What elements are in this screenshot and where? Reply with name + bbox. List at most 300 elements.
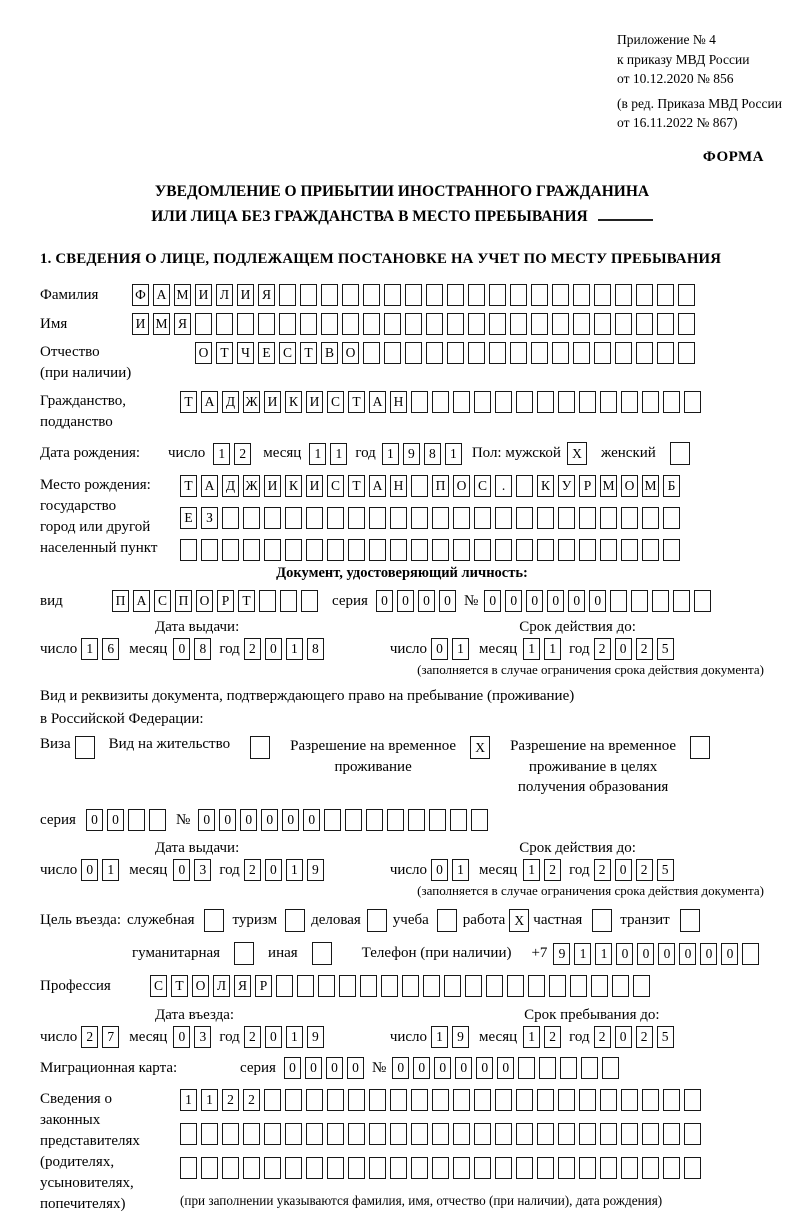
char-box[interactable] — [408, 809, 425, 831]
char-box[interactable]: 5 — [657, 1026, 674, 1048]
char-box[interactable] — [405, 284, 422, 306]
char-box[interactable] — [285, 539, 302, 561]
char-box[interactable]: 1 — [102, 859, 119, 881]
char-box[interactable] — [528, 975, 545, 997]
char-box[interactable] — [495, 507, 512, 529]
char-box[interactable] — [426, 313, 443, 335]
char-box[interactable] — [429, 809, 446, 831]
char-box[interactable] — [495, 539, 512, 561]
char-box[interactable] — [507, 975, 524, 997]
char-box[interactable]: 0 — [284, 1057, 301, 1079]
char-box[interactable]: 0 — [418, 590, 435, 612]
char-box[interactable] — [390, 1157, 407, 1179]
char-box[interactable]: 0 — [86, 809, 103, 831]
char-box[interactable] — [558, 1157, 575, 1179]
char-box[interactable] — [180, 539, 197, 561]
char-box[interactable]: Т — [180, 391, 197, 413]
char-box[interactable] — [369, 1157, 386, 1179]
char-box[interactable] — [573, 284, 590, 306]
char-box[interactable]: 0 — [265, 638, 282, 660]
checkbox-purpose-humanitarian[interactable] — [234, 942, 254, 965]
char-box[interactable] — [516, 1123, 533, 1145]
char-box[interactable] — [264, 507, 281, 529]
char-box[interactable]: 0 — [240, 809, 257, 831]
char-box[interactable] — [489, 342, 506, 364]
char-box[interactable]: 0 — [305, 1057, 322, 1079]
char-box[interactable] — [694, 590, 711, 612]
char-box[interactable]: И — [306, 391, 323, 413]
char-box[interactable] — [537, 539, 554, 561]
char-box[interactable] — [453, 539, 470, 561]
char-box[interactable] — [636, 342, 653, 364]
char-box[interactable] — [195, 313, 212, 335]
char-box[interactable] — [663, 539, 680, 561]
char-box[interactable] — [552, 284, 569, 306]
char-box[interactable]: 9 — [403, 443, 420, 465]
char-box[interactable] — [306, 539, 323, 561]
char-box[interactable] — [558, 539, 575, 561]
char-box[interactable] — [405, 313, 422, 335]
char-box[interactable] — [285, 1089, 302, 1111]
char-box[interactable] — [264, 539, 281, 561]
char-box[interactable]: 8 — [194, 638, 211, 660]
char-box[interactable] — [432, 539, 449, 561]
char-box[interactable] — [631, 590, 648, 612]
char-box[interactable] — [636, 313, 653, 335]
char-box[interactable] — [402, 975, 419, 997]
char-box[interactable] — [149, 809, 166, 831]
char-box[interactable] — [468, 342, 485, 364]
char-box[interactable]: С — [474, 475, 491, 497]
char-box[interactable] — [450, 809, 467, 831]
char-box[interactable] — [678, 284, 695, 306]
char-box[interactable] — [579, 391, 596, 413]
char-box[interactable]: Е — [258, 342, 275, 364]
char-box[interactable]: Н — [390, 391, 407, 413]
char-box[interactable]: 0 — [173, 859, 190, 881]
char-box[interactable]: К — [537, 475, 554, 497]
checkbox-purpose-transit[interactable] — [680, 909, 700, 932]
char-box[interactable]: П — [432, 475, 449, 497]
char-box[interactable]: П — [112, 590, 129, 612]
char-box[interactable] — [486, 975, 503, 997]
char-box[interactable] — [657, 342, 674, 364]
char-box[interactable]: 9 — [553, 943, 570, 965]
char-box[interactable] — [411, 391, 428, 413]
char-box[interactable]: 0 — [721, 943, 738, 965]
char-box[interactable]: 6 — [102, 638, 119, 660]
char-box[interactable] — [468, 284, 485, 306]
char-box[interactable] — [684, 391, 701, 413]
char-box[interactable] — [537, 1157, 554, 1179]
char-box[interactable] — [243, 1157, 260, 1179]
char-box[interactable]: 9 — [307, 1026, 324, 1048]
char-box[interactable] — [600, 539, 617, 561]
char-box[interactable] — [516, 507, 533, 529]
char-box[interactable] — [259, 590, 276, 612]
char-box[interactable] — [615, 284, 632, 306]
char-box[interactable] — [384, 313, 401, 335]
checkbox-purpose-study[interactable] — [437, 909, 457, 932]
char-box[interactable]: 0 — [615, 859, 632, 881]
char-box[interactable] — [327, 1089, 344, 1111]
char-box[interactable] — [633, 975, 650, 997]
char-box[interactable] — [642, 539, 659, 561]
char-box[interactable] — [384, 284, 401, 306]
char-box[interactable]: 1 — [523, 859, 540, 881]
char-box[interactable] — [558, 1123, 575, 1145]
char-box[interactable]: 1 — [286, 859, 303, 881]
char-box[interactable] — [684, 1089, 701, 1111]
char-box[interactable] — [642, 1123, 659, 1145]
char-box[interactable] — [474, 1089, 491, 1111]
char-box[interactable] — [411, 539, 428, 561]
char-box[interactable] — [602, 1057, 619, 1079]
char-box[interactable] — [621, 391, 638, 413]
char-box[interactable] — [327, 507, 344, 529]
char-box[interactable] — [663, 1123, 680, 1145]
char-box[interactable] — [285, 1157, 302, 1179]
char-box[interactable]: Т — [171, 975, 188, 997]
char-box[interactable] — [411, 507, 428, 529]
char-box[interactable] — [510, 313, 527, 335]
char-box[interactable]: 0 — [326, 1057, 343, 1079]
char-box[interactable] — [339, 975, 356, 997]
char-box[interactable]: 1 — [213, 443, 230, 465]
char-box[interactable]: И — [264, 475, 281, 497]
checkbox-purpose-official[interactable] — [204, 909, 224, 932]
char-box[interactable] — [642, 1157, 659, 1179]
char-box[interactable]: Л — [213, 975, 230, 997]
char-box[interactable] — [684, 1123, 701, 1145]
char-box[interactable]: 9 — [452, 1026, 469, 1048]
char-box[interactable] — [558, 391, 575, 413]
char-box[interactable] — [201, 1123, 218, 1145]
char-box[interactable] — [300, 284, 317, 306]
char-box[interactable]: 0 — [392, 1057, 409, 1079]
char-box[interactable] — [510, 284, 527, 306]
char-box[interactable] — [222, 539, 239, 561]
char-box[interactable]: Д — [222, 475, 239, 497]
char-box[interactable]: 0 — [616, 943, 633, 965]
char-box[interactable] — [489, 313, 506, 335]
char-box[interactable]: Л — [216, 284, 233, 306]
char-box[interactable] — [342, 313, 359, 335]
char-box[interactable]: И — [195, 284, 212, 306]
char-box[interactable]: А — [201, 391, 218, 413]
char-box[interactable] — [411, 1089, 428, 1111]
char-box[interactable] — [621, 539, 638, 561]
char-box[interactable] — [600, 1157, 617, 1179]
char-box[interactable]: Р — [579, 475, 596, 497]
char-box[interactable] — [360, 975, 377, 997]
char-box[interactable]: 2 — [544, 859, 561, 881]
char-box[interactable] — [306, 1089, 323, 1111]
char-box[interactable] — [432, 1157, 449, 1179]
char-box[interactable] — [280, 590, 297, 612]
char-box[interactable] — [128, 809, 145, 831]
char-box[interactable] — [531, 284, 548, 306]
char-box[interactable]: З — [201, 507, 218, 529]
char-box[interactable]: Я — [174, 313, 191, 335]
char-box[interactable] — [426, 284, 443, 306]
char-box[interactable] — [447, 342, 464, 364]
char-box[interactable]: 1 — [445, 443, 462, 465]
char-box[interactable]: А — [201, 475, 218, 497]
char-box[interactable]: 2 — [234, 443, 251, 465]
checkbox-purpose-other[interactable] — [312, 942, 332, 965]
char-box[interactable]: 0 — [397, 590, 414, 612]
char-box[interactable] — [474, 391, 491, 413]
char-box[interactable]: 0 — [484, 590, 501, 612]
char-box[interactable] — [663, 391, 680, 413]
char-box[interactable] — [642, 507, 659, 529]
char-box[interactable]: К — [285, 391, 302, 413]
char-box[interactable]: 1 — [382, 443, 399, 465]
char-box[interactable] — [447, 284, 464, 306]
char-box[interactable] — [327, 539, 344, 561]
char-box[interactable] — [663, 1089, 680, 1111]
char-box[interactable] — [348, 1089, 365, 1111]
char-box[interactable] — [306, 1123, 323, 1145]
char-box[interactable]: Т — [348, 475, 365, 497]
char-box[interactable] — [600, 1089, 617, 1111]
char-box[interactable]: 1 — [452, 859, 469, 881]
char-box[interactable]: 0 — [303, 809, 320, 831]
char-box[interactable] — [518, 1057, 535, 1079]
char-box[interactable] — [180, 1157, 197, 1179]
char-box[interactable] — [642, 1089, 659, 1111]
char-box[interactable] — [663, 507, 680, 529]
char-box[interactable] — [579, 1157, 596, 1179]
char-box[interactable]: А — [369, 475, 386, 497]
char-box[interactable]: Ф — [132, 284, 149, 306]
checkbox-gender-male[interactable]: X — [567, 442, 587, 465]
char-box[interactable]: 0 — [431, 859, 448, 881]
char-box[interactable]: С — [327, 391, 344, 413]
char-box[interactable] — [621, 1089, 638, 1111]
char-box[interactable] — [495, 1089, 512, 1111]
char-box[interactable] — [405, 342, 422, 364]
char-box[interactable] — [468, 313, 485, 335]
char-box[interactable]: О — [621, 475, 638, 497]
char-box[interactable] — [673, 590, 690, 612]
char-box[interactable]: 0 — [107, 809, 124, 831]
char-box[interactable]: 2 — [244, 1026, 261, 1048]
char-box[interactable]: Т — [348, 391, 365, 413]
char-box[interactable] — [663, 1157, 680, 1179]
char-box[interactable] — [390, 539, 407, 561]
char-box[interactable]: О — [192, 975, 209, 997]
checkbox-purpose-tourism[interactable] — [285, 909, 305, 932]
char-box[interactable]: 0 — [589, 590, 606, 612]
char-box[interactable] — [369, 507, 386, 529]
char-box[interactable]: М — [153, 313, 170, 335]
char-box[interactable]: 0 — [455, 1057, 472, 1079]
char-box[interactable]: 3 — [194, 859, 211, 881]
char-box[interactable]: 0 — [434, 1057, 451, 1079]
char-box[interactable]: 0 — [265, 859, 282, 881]
char-box[interactable]: О — [196, 590, 213, 612]
char-box[interactable]: Т — [180, 475, 197, 497]
char-box[interactable] — [264, 1089, 281, 1111]
char-box[interactable]: 7 — [102, 1026, 119, 1048]
char-box[interactable] — [321, 313, 338, 335]
char-box[interactable] — [363, 342, 380, 364]
char-box[interactable] — [615, 342, 632, 364]
char-box[interactable] — [579, 1123, 596, 1145]
char-box[interactable] — [537, 1123, 554, 1145]
char-box[interactable]: И — [237, 284, 254, 306]
char-box[interactable] — [537, 1089, 554, 1111]
char-box[interactable] — [345, 809, 362, 831]
char-box[interactable]: 2 — [636, 1026, 653, 1048]
char-box[interactable]: В — [321, 342, 338, 364]
char-box[interactable]: 1 — [523, 638, 540, 660]
char-box[interactable] — [594, 313, 611, 335]
char-box[interactable]: 2 — [222, 1089, 239, 1111]
char-box[interactable]: 1 — [330, 443, 347, 465]
char-box[interactable] — [615, 313, 632, 335]
char-box[interactable] — [390, 1089, 407, 1111]
char-box[interactable] — [342, 284, 359, 306]
char-box[interactable]: Р — [255, 975, 272, 997]
char-box[interactable] — [552, 313, 569, 335]
char-box[interactable] — [537, 391, 554, 413]
char-box[interactable]: 2 — [244, 638, 261, 660]
char-box[interactable] — [243, 1123, 260, 1145]
char-box[interactable] — [489, 284, 506, 306]
char-box[interactable] — [516, 1157, 533, 1179]
char-box[interactable]: 2 — [594, 859, 611, 881]
char-box[interactable]: П — [175, 590, 192, 612]
char-box[interactable]: 3 — [194, 1026, 211, 1048]
char-box[interactable] — [222, 1157, 239, 1179]
char-box[interactable] — [657, 284, 674, 306]
char-box[interactable]: Я — [258, 284, 275, 306]
char-box[interactable] — [327, 1123, 344, 1145]
char-box[interactable] — [222, 1123, 239, 1145]
char-box[interactable] — [495, 1123, 512, 1145]
char-box[interactable] — [684, 1157, 701, 1179]
char-box[interactable]: 8 — [424, 443, 441, 465]
char-box[interactable]: 1 — [309, 443, 326, 465]
char-box[interactable]: И — [264, 391, 281, 413]
char-box[interactable] — [348, 1123, 365, 1145]
char-box[interactable] — [495, 391, 512, 413]
char-box[interactable] — [516, 1089, 533, 1111]
char-box[interactable] — [531, 342, 548, 364]
char-box[interactable]: 2 — [636, 859, 653, 881]
char-box[interactable]: 1 — [452, 638, 469, 660]
char-box[interactable]: 1 — [286, 638, 303, 660]
char-box[interactable] — [612, 975, 629, 997]
char-box[interactable] — [465, 975, 482, 997]
char-box[interactable] — [237, 313, 254, 335]
char-box[interactable] — [390, 507, 407, 529]
char-box[interactable] — [678, 342, 695, 364]
char-box[interactable] — [495, 1157, 512, 1179]
char-box[interactable]: А — [133, 590, 150, 612]
char-box[interactable]: 0 — [198, 809, 215, 831]
char-box[interactable]: 5 — [657, 859, 674, 881]
char-box[interactable] — [301, 590, 318, 612]
char-box[interactable]: 0 — [173, 1026, 190, 1048]
char-box[interactable]: Т — [238, 590, 255, 612]
char-box[interactable]: 1 — [180, 1089, 197, 1111]
char-box[interactable] — [216, 313, 233, 335]
char-box[interactable]: 1 — [544, 638, 561, 660]
char-box[interactable]: 0 — [679, 943, 696, 965]
char-box[interactable] — [581, 1057, 598, 1079]
char-box[interactable] — [558, 507, 575, 529]
checkbox-visa[interactable] — [75, 736, 95, 759]
char-box[interactable] — [560, 1057, 577, 1079]
char-box[interactable]: М — [600, 475, 617, 497]
char-box[interactable] — [570, 975, 587, 997]
char-box[interactable] — [610, 590, 627, 612]
char-box[interactable] — [369, 539, 386, 561]
checkbox-purpose-work[interactable]: X — [509, 909, 529, 932]
char-box[interactable] — [510, 342, 527, 364]
char-box[interactable]: А — [153, 284, 170, 306]
char-box[interactable] — [279, 284, 296, 306]
char-box[interactable] — [474, 1157, 491, 1179]
char-box[interactable]: 0 — [413, 1057, 430, 1079]
char-box[interactable] — [423, 975, 440, 997]
char-box[interactable]: С — [279, 342, 296, 364]
char-box[interactable] — [453, 391, 470, 413]
char-box[interactable] — [558, 1089, 575, 1111]
char-box[interactable]: 0 — [658, 943, 675, 965]
char-box[interactable] — [279, 313, 296, 335]
char-box[interactable] — [579, 1089, 596, 1111]
char-box[interactable] — [432, 391, 449, 413]
char-box[interactable]: 2 — [594, 1026, 611, 1048]
char-box[interactable] — [327, 1157, 344, 1179]
char-box[interactable] — [258, 313, 275, 335]
char-box[interactable]: У — [558, 475, 575, 497]
checkbox-purpose-private[interactable] — [592, 909, 612, 932]
char-box[interactable]: 8 — [307, 638, 324, 660]
char-box[interactable]: 0 — [265, 1026, 282, 1048]
char-box[interactable] — [652, 590, 669, 612]
char-box[interactable]: 1 — [431, 1026, 448, 1048]
char-box[interactable]: 2 — [594, 638, 611, 660]
char-box[interactable] — [432, 1089, 449, 1111]
char-box[interactable]: С — [327, 475, 344, 497]
char-box[interactable] — [453, 1157, 470, 1179]
char-box[interactable] — [621, 1123, 638, 1145]
char-box[interactable]: М — [174, 284, 191, 306]
char-box[interactable] — [516, 539, 533, 561]
char-box[interactable]: 9 — [307, 859, 324, 881]
char-box[interactable] — [276, 975, 293, 997]
char-box[interactable] — [573, 342, 590, 364]
char-box[interactable] — [243, 539, 260, 561]
char-box[interactable]: Б — [663, 475, 680, 497]
char-box[interactable] — [600, 1123, 617, 1145]
char-box[interactable] — [324, 809, 341, 831]
char-box[interactable]: 0 — [476, 1057, 493, 1079]
char-box[interactable]: 0 — [568, 590, 585, 612]
char-box[interactable] — [264, 1157, 281, 1179]
char-box[interactable] — [591, 975, 608, 997]
checkbox-edu-permit[interactable] — [690, 736, 710, 759]
char-box[interactable] — [657, 313, 674, 335]
char-box[interactable] — [471, 809, 488, 831]
char-box[interactable] — [600, 507, 617, 529]
